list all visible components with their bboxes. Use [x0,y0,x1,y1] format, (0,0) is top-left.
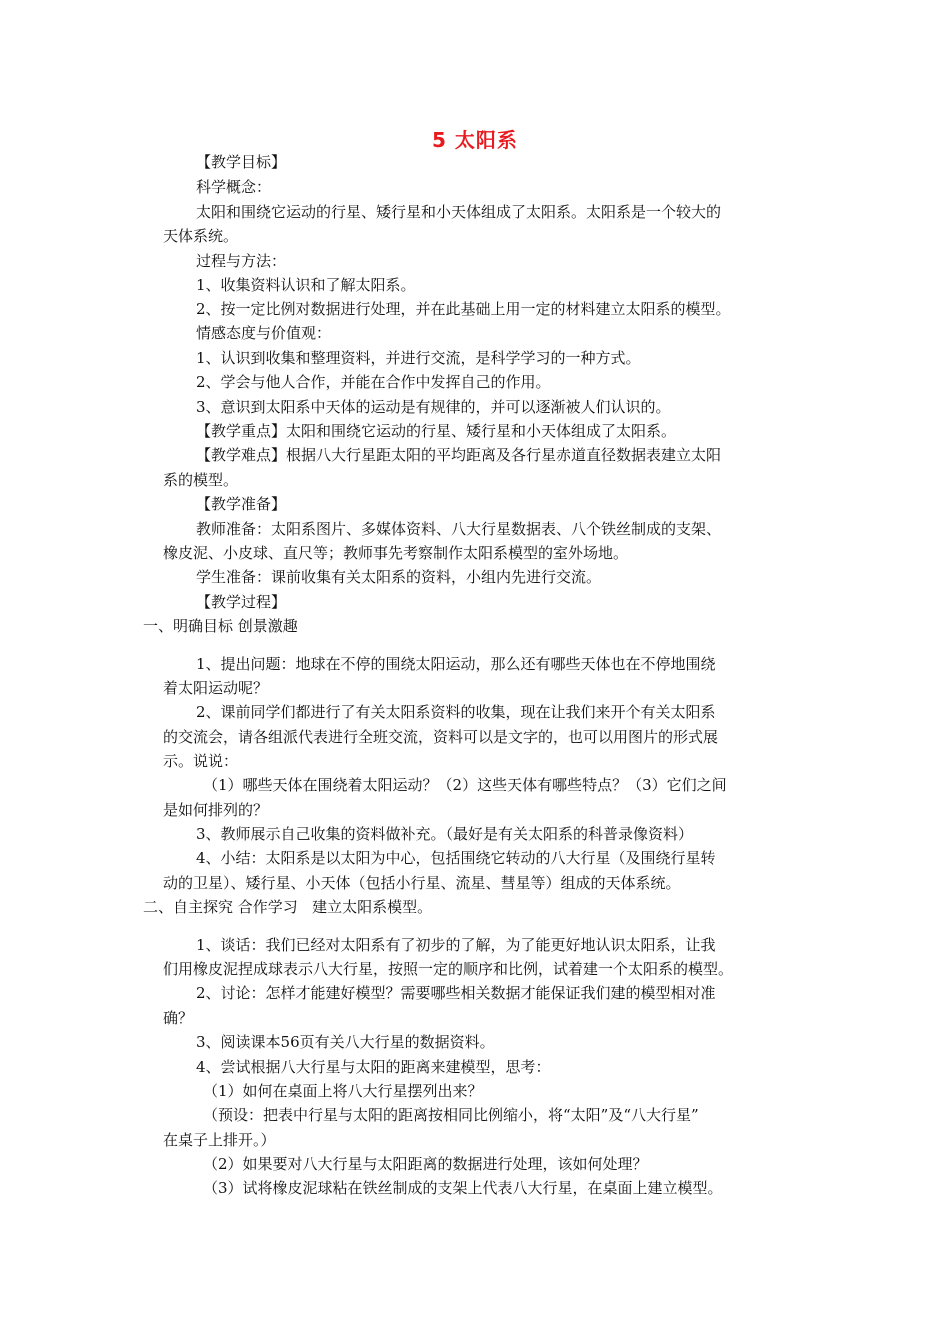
text-line: 的交流会，请各组派代表进行全班交流，资料可以是文字的，也可以用图片的形式展 [163,728,719,746]
text-line: 4、小结：太阳系是以太阳为中心，包括围绕它转动的八大行星（及围绕行星转 [196,849,716,867]
text-line: 橡皮泥、小皮球、直尺等；教师事先考察制作太阳系模型的室外场地。 [163,544,629,562]
text-line: 确？ [163,1009,194,1027]
text-line: 1、收集资料认识和了解太阳系。 [196,276,416,294]
text-line: 情感态度与价值观： [196,324,332,342]
text-line: 太阳和围绕它运动的行星、矮行星和小天体组成了太阳系。太阳系是一个较大的 [196,203,722,221]
text-line: （1）如何在桌面上将八大行星摆列出来？ [203,1082,483,1100]
text-line: （预设：把表中行星与太阳的距离按相同比例缩小，将“太阳”及“八大行星” [203,1106,699,1124]
text-line: 2、学会与他人合作，并能在合作中发挥自己的作用。 [196,373,551,391]
text-line: 3、意识到太阳系中天体的运动是有规律的，并可以逐渐被人们认识的。 [196,398,671,416]
text-line: 2、按一定比例对数据进行处理，并在此基础上用一定的材料建立太阳系的模型。 [196,300,731,318]
text-line: 【教学准备】 [196,495,287,513]
text-line: 2、课前同学们都进行了有关太阳系资料的收集，现在让我们来开个有关太阳系 [196,703,716,721]
text-line: 是如何排列的？ [163,801,269,819]
text-line: 【教学目标】 [196,153,287,171]
text-line: 【教学过程】 [196,593,287,611]
text-line: 学生准备：课前收集有关太阳系的资料，小组内先进行交流。 [196,568,602,586]
text-line: 过程与方法： [196,252,287,270]
text-line: 动的卫星）、矮行星、小天体（包括小行星、流星、彗星等）组成的天体系统。 [163,874,681,892]
text-line: 1、谈话：我们已经对太阳系有了初步的了解，为了能更好地认识太阳系，让我 [196,936,716,954]
text-line: 系的模型。 [163,471,239,489]
text-line: 二、自主探究 合作学习 建立太阳系模型。 [143,898,433,916]
text-line: 天体系统。 [163,227,239,245]
text-line: 3、阅读课本56页有关八大行星的数据资料。 [196,1033,495,1051]
text-line: 一、明确目标 创景激趣 [143,617,298,635]
text-line: 3、教师展示自己收集的资料做补充。（最好是有关太阳系的科普录像资料） [196,825,694,843]
text-line: 1、提出问题：地球在不停的围绕太阳运动，那么还有哪些天体也在不停地围绕 [196,655,716,673]
text-line: 4、尝试根据八大行星与太阳的距离来建模型，思考： [196,1058,551,1076]
text-line: 1、认识到收集和整理资料，并进行交流，是科学学习的一种方式。 [196,349,641,367]
text-line: （2）如果要对八大行星与太阳距离的数据进行处理，该如何处理？ [203,1155,648,1173]
document-title: 5 太阳系 [432,128,518,152]
text-line: 【教学难点】根据八大行星距太阳的平均距离及各行星赤道直径数据表建立太阳 [196,446,722,464]
text-line: 教师准备：太阳系图片、多媒体资料、八大行星数据表、八个铁丝制成的支架、 [196,520,722,538]
text-line: 【教学重点】太阳和围绕它运动的行星、矮行星和小天体组成了太阳系。 [196,422,677,440]
text-line: 2、讨论：怎样才能建好模型？需要哪些相关数据才能保证我们建的模型相对准 [196,984,716,1002]
text-line: 们用橡皮泥捏成球表示八大行星，按照一定的顺序和比例，试着建一个太阳系的模型。 [163,960,734,978]
text-line: 在桌子上排开。） [163,1131,276,1149]
text-line: 示。说说： [163,752,239,770]
text-line: 着太阳运动呢？ [163,679,269,697]
text-line: （3）试将橡皮泥球粘在铁丝制成的支架上代表八大行星，在桌面上建立模型。 [203,1179,723,1197]
text-line: 科学概念： [196,178,272,196]
text-line: （1）哪些天体在围绕着太阳运动？（2）这些天体有哪些特点？（3）它们之间 [203,776,727,794]
